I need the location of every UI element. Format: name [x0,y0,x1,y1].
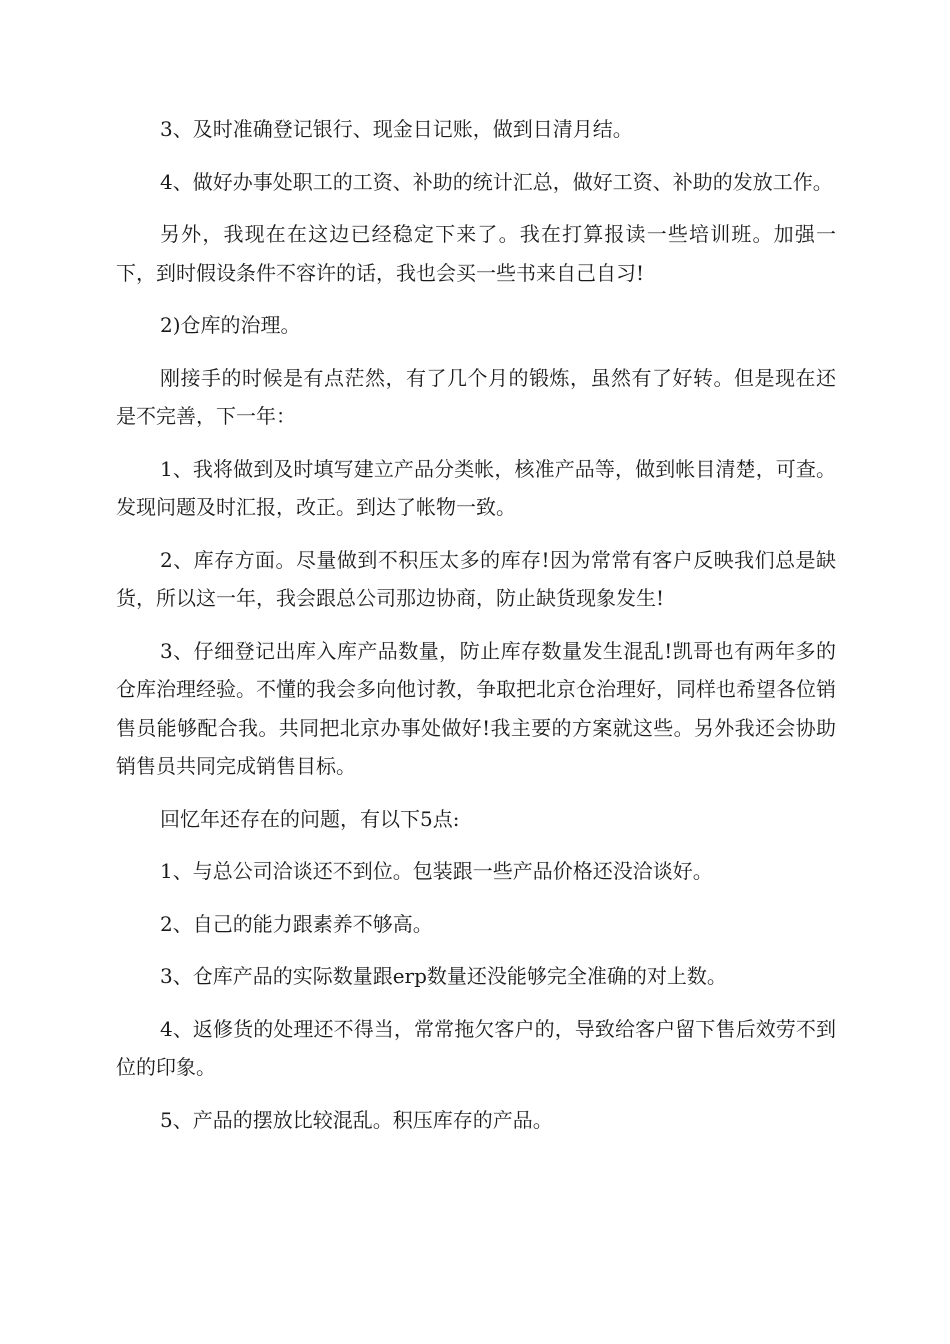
paragraph-7: 2、库存方面。尽量做到不积压太多的库存!因为常常有客户反映我们总是缺货，所以这一年，我会跟总公司那边协商，防止缺货现象发生! [116,547,836,610]
paragraph-5: 刚接手的时候是有点茫然，有了几个月的锻炼，虽然有了好转。但是现在还是不完善，下一年： [116,365,836,428]
paragraph-9: 回忆年还存在的问题，有以下5点: [160,806,460,831]
paragraph-4: 2)仓库的治理。 [160,313,301,337]
paragraph-3: 另外，我现在在这边已经稳定下来了。我在打算报读一些培训班。加强一下，到时假设条件不容许的话，我也会买一些书来自己自习! [116,222,836,285]
paragraph-12: 3、仓库产品的实际数量跟erp数量还没能够完全准确的对上数。 [160,964,727,988]
paragraph-6: 1、我将做到及时填写建立产品分类帐，核准产品等，做到帐目清楚，可查。发现问题及时汇报，改正。到达了帐物一致。 [116,456,836,519]
paragraph-14: 5、产品的摆放比较混乱。积压库存的产品。 [160,1107,553,1132]
paragraph-8: 3、仔细登记出库入库产品数量，防止库存数量发生混乱!凯哥也有两年多的仓库治理经验。不懂的我会多向他讨教，争取把北京仓治理好，同样也希望各位销售员能够配合我。共同把北京办事处做好!我主要的方案就这些。另外我还会协助销售员共同完成销售目标。 [116,638,836,778]
paragraph-10: 1、与总公司洽谈还不到位。包装跟一些产品价格还没洽谈好。 [160,859,713,883]
document-body [116,110,836,1153]
paragraph-2: 4、做好办事处职工的工资、补助的统计汇总，做好工资、补助的发放工作。 [160,169,833,194]
paragraph-1: 3、及时准确登记银行、现金日记账，做到日清月结。 [160,117,633,141]
paragraph-11: 2、自己的能力跟素养不够高。 [160,911,433,936]
paragraph-13: 4、返修货的处理还不得当，常常拖欠客户的，导致给客户留下售后效劳不到位的印象。 [116,1016,836,1079]
